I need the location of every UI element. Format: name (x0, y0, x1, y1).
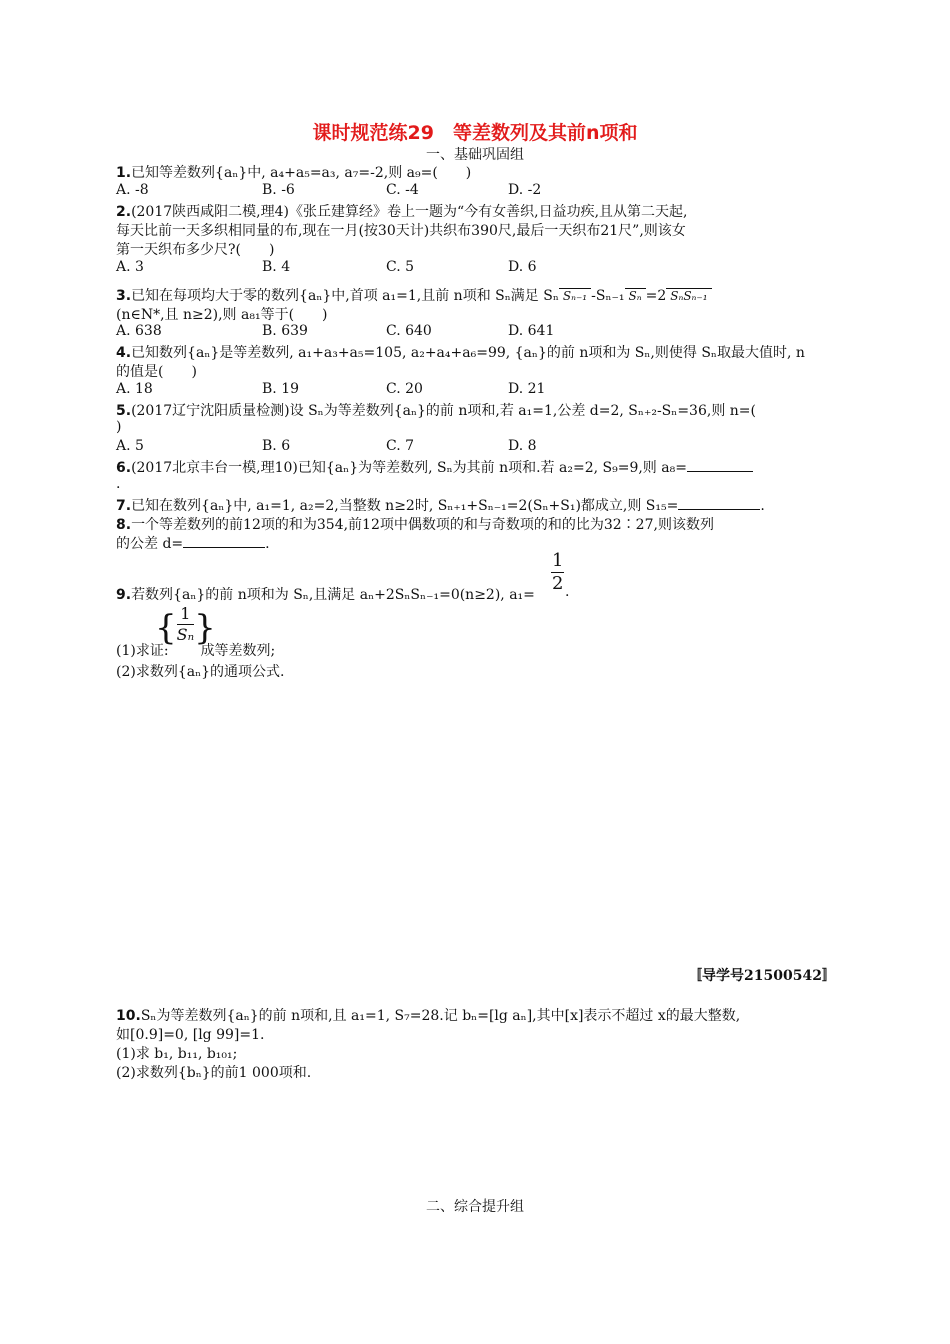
option-b: B. 19 (262, 381, 300, 397)
question-6 (116, 457, 753, 477)
answer-blank[interactable] (183, 535, 265, 548)
question-text: Sₙ为等差数列{aₙ}的前 n项和,且 a₁=1, S₇=28.记 bₙ=[lg aₙ],其中[x]表示不超过 x的最大整数, (140, 1008, 741, 1024)
option-c: C. 640 (386, 323, 432, 339)
question-number: 5. (116, 403, 132, 419)
sqrt-expression: SₙSₙ₋₁ (666, 288, 711, 303)
section-basic: 一、基础巩固组 (426, 147, 524, 163)
question-text: 已知等差数列{aₙ}中, a₄+a₅=a₃, a₇=-2,则 a₉=( ) (131, 165, 472, 181)
question-number: 3. (116, 288, 132, 304)
question-text: (2017陕西咸阳二模,理4)《张丘建算经》卷上一题为“今有女善织,日益功疾,且从第二天起, (131, 204, 688, 220)
option-b: B. 639 (262, 323, 308, 339)
question-text: 已知在每项均大于零的数列{aₙ}中,首项 a₁=1,且前 n项和 Sₙ满足 Sₙ (131, 288, 559, 304)
question-number: 7. (116, 498, 132, 514)
question-2 (116, 201, 687, 221)
question-8 (116, 514, 714, 534)
answer-blank[interactable] (678, 497, 760, 510)
minus-term: -Sₙ₋₁ (591, 288, 625, 304)
option-a: A. -8 (116, 182, 149, 198)
question-5-line-2: ) (116, 419, 122, 435)
question-text: (2017辽宁沈阳质量检测)设 Sₙ为等差数列{aₙ}的前 n项和,若 a₁=1,公差 d=2, Sₙ₊₂-Sₙ=36,则 n=( (131, 403, 756, 419)
part-text: 成等差数列; (200, 643, 276, 659)
fraction-denominator: 2 (552, 573, 564, 594)
question-8-line-2 (116, 533, 270, 553)
question-3-line-2: (n∈N*,且 n≥2),则 a₈₁等于( ) (116, 307, 328, 323)
question-number: 2. (116, 204, 132, 220)
fraction-numerator: 1 (177, 604, 194, 625)
question-6-line-2: . (116, 476, 121, 492)
option-b: B. -6 (262, 182, 295, 198)
question-text: 的公差 d= (116, 536, 184, 552)
option-a: A. 3 (116, 259, 144, 275)
option-d: D. 8 (508, 438, 537, 454)
question-9 (116, 584, 535, 604)
fraction-denominator: Sₙ (176, 625, 195, 644)
option-a: A. 5 (116, 438, 144, 454)
option-c: C. 7 (386, 438, 415, 454)
question-2-line-2: 每天比前一天多织相同量的布,现在一月(按30天计)共织布390尺,最后一天织布21尺”,则该女 (116, 223, 686, 239)
question-text: 已知在数列{aₙ}中, a₁=1, a₂=2,当整数 n≥2时, Sₙ₊₁+Sₙ₋₁=2(Sₙ+S₁)都成立,则 S₁₅= (131, 498, 679, 514)
question-text: 若数列{aₙ}的前 n项和为 Sₙ,且满足 aₙ+2SₙSₙ₋₁=0(n≥2), a₁= (131, 587, 535, 603)
option-b: B. 4 (262, 259, 291, 275)
sqrt-expression: Sₙ (625, 288, 646, 303)
question-10-part-2: (2)求数列{bₙ}的前1 000项和. (116, 1065, 312, 1081)
question-10 (116, 1005, 740, 1025)
question-number: 4. (116, 345, 132, 361)
part-label: (1)求证: (116, 643, 169, 659)
question-number: 6. (116, 460, 132, 476)
question-3 (116, 285, 712, 305)
question-10-part-1: (1)求 b₁, b₁₁, b₁₀₁; (116, 1046, 238, 1062)
sequence-reciprocal-fraction (155, 602, 216, 654)
equals-term: =2 (645, 288, 667, 304)
reference-number: 〚导学号21500542〛 (688, 968, 836, 984)
question-4 (116, 342, 805, 362)
question-7 (116, 495, 765, 515)
question-number: 8. (116, 517, 132, 533)
question-10-line-2: 如[0.9]=0, [lg 99]=1. (116, 1027, 265, 1043)
question-2-line-3: 第一天织布多少尺?( ) (116, 242, 275, 258)
question-text: (2017北京丰台一模,理10)已知{aₙ}为等差数列, Sₙ为其前 n项和.若 a₂=2, S₉=9,则 a₈= (131, 460, 687, 476)
left-brace: { (155, 608, 177, 648)
question-text: 已知数列{aₙ}是等差数列, a₁+a₃+a₅=105, a₂+a₄+a₆=99, {aₙ}的前 n项和为 Sₙ,则使得 Sₙ取最大值时, n (131, 345, 805, 361)
end-period: . (565, 584, 570, 600)
question-number: 9. (116, 587, 132, 603)
fraction-one-half (551, 550, 564, 595)
question-1 (116, 162, 471, 182)
end-period: . (760, 498, 765, 514)
option-d: D. 6 (508, 259, 537, 275)
right-brace: } (194, 608, 216, 648)
option-b: B. 6 (262, 438, 291, 454)
option-c: C. 20 (386, 381, 423, 397)
option-c: C. 5 (386, 259, 415, 275)
option-a: A. 638 (116, 323, 162, 339)
page-title: 课时规范练29 等差数列及其前n项和 (312, 122, 638, 144)
question-4-line-2: 的值是( ) (116, 364, 197, 380)
option-c: C. -4 (386, 182, 419, 198)
end-period: . (265, 536, 270, 552)
question-9-part-2: (2)求数列{aₙ}的通项公式. (116, 664, 285, 680)
question-number: 10. (116, 1008, 141, 1024)
sqrt-expression: Sₙ₋₁ (559, 288, 591, 303)
option-d: D. 641 (508, 323, 555, 339)
question-5 (116, 400, 756, 420)
option-d: D. -2 (508, 182, 542, 198)
answer-blank[interactable] (687, 459, 753, 472)
section-advanced: 二、综合提升组 (426, 1199, 524, 1215)
option-d: D. 21 (508, 381, 546, 397)
option-a: A. 18 (116, 381, 153, 397)
fraction-numerator: 1 (552, 550, 564, 571)
question-number: 1. (116, 165, 132, 181)
question-text: 一个等差数列的前12项的和为354,前12项中偶数项的和与奇数项的和的比为32∶27,则该数列 (131, 517, 714, 533)
